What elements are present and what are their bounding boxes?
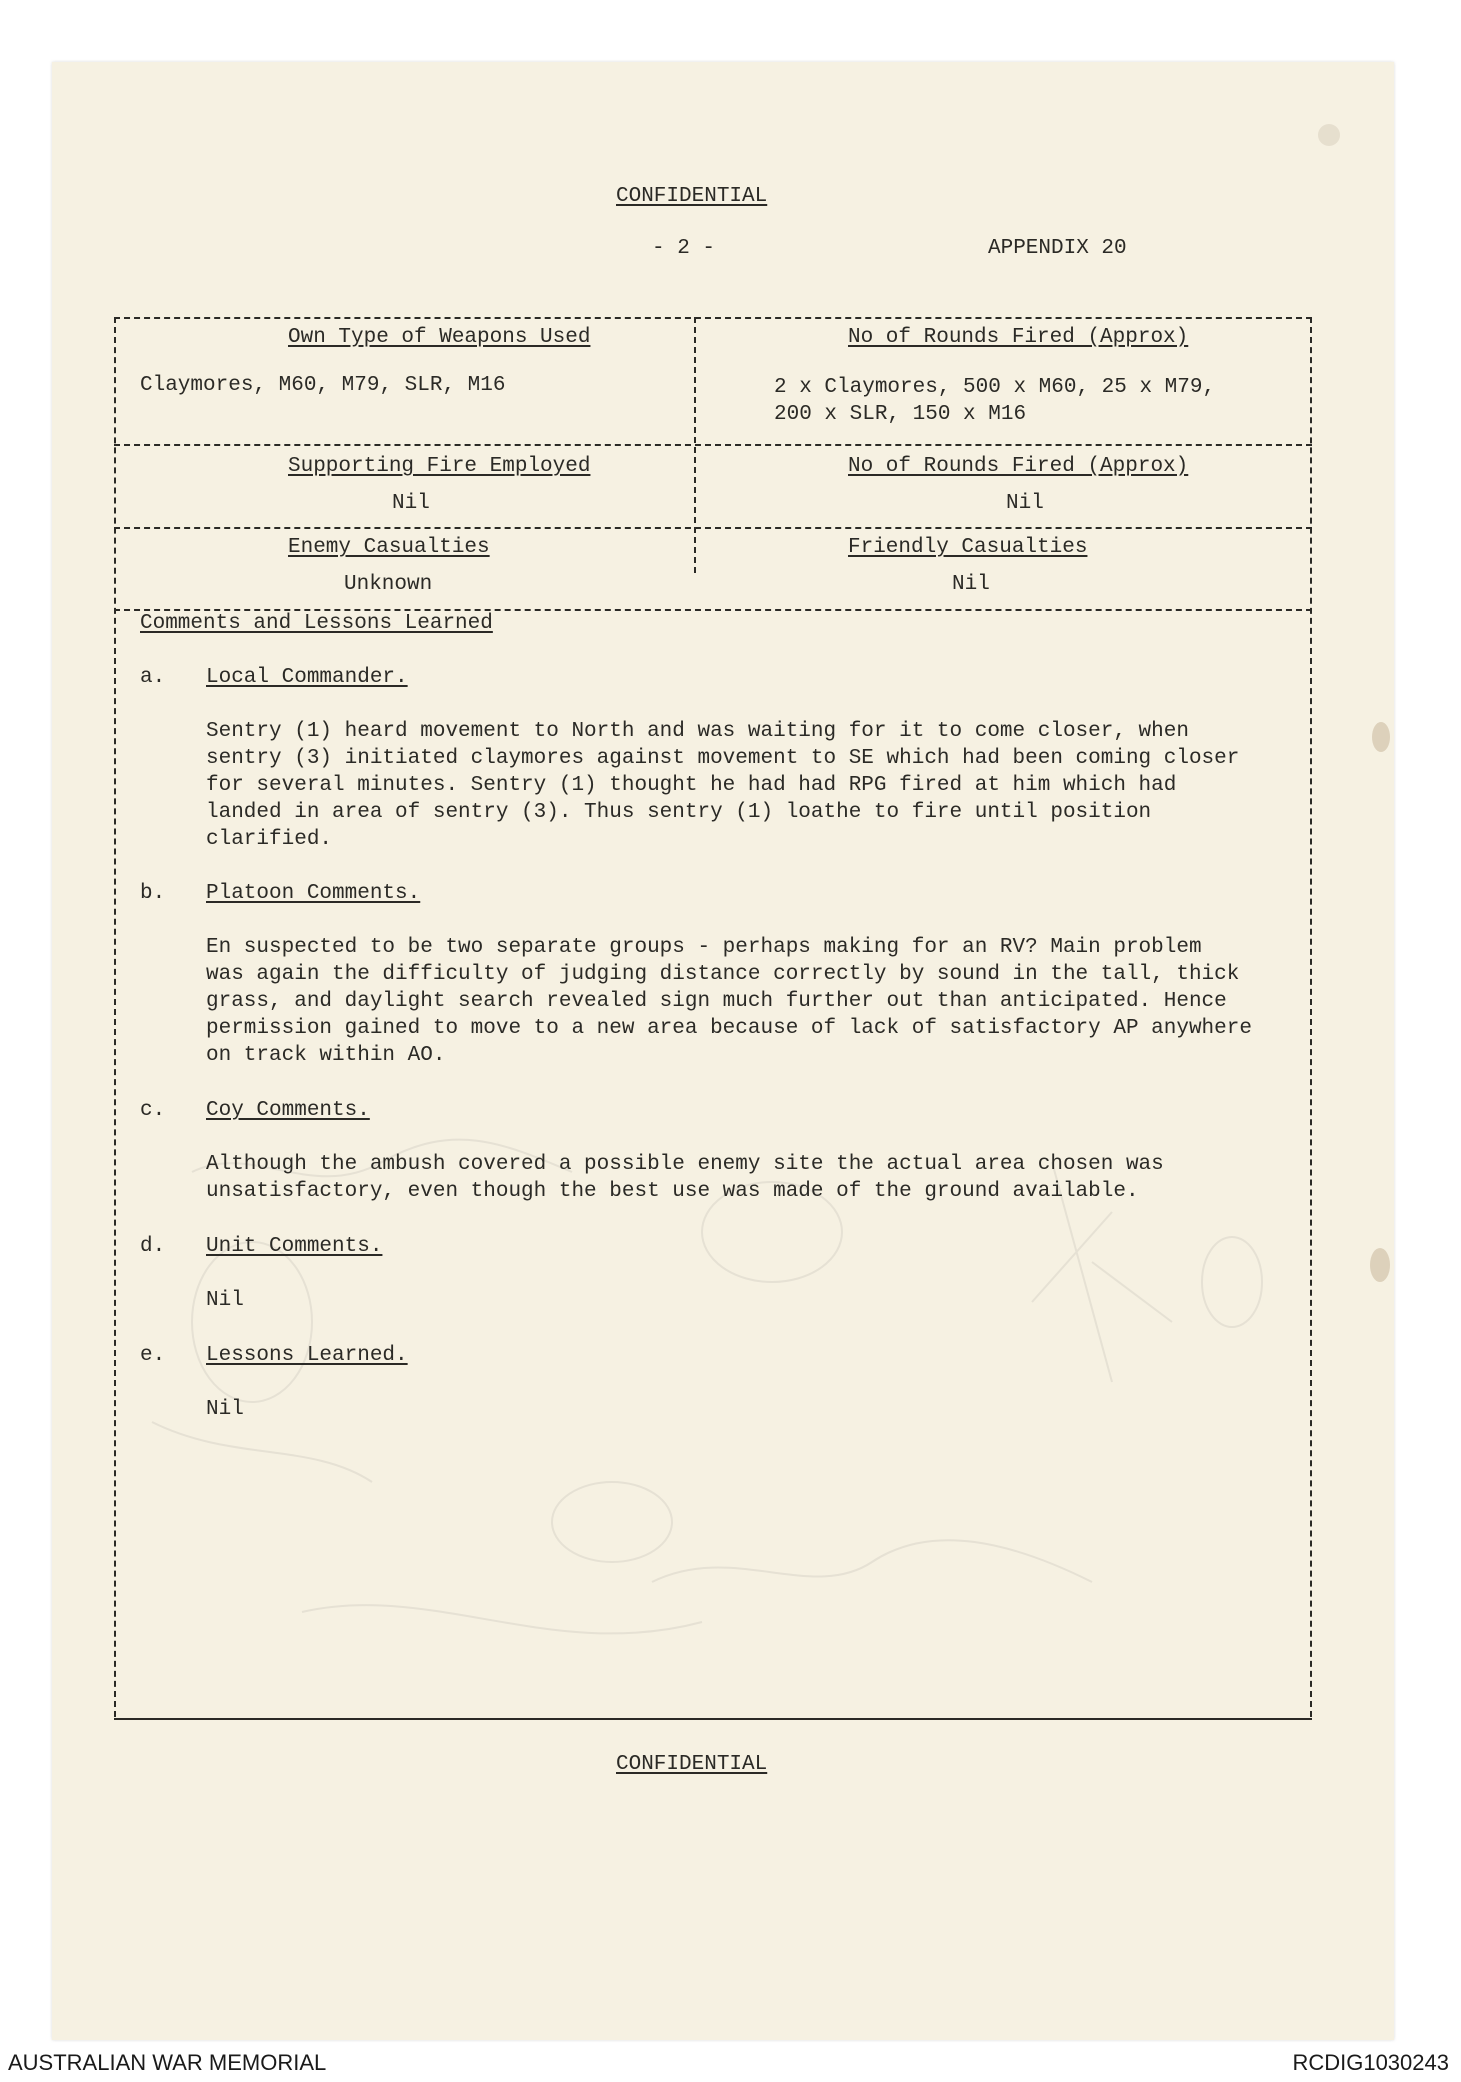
staple-mark-top [1318, 124, 1340, 146]
item-d-body: Nil [206, 1289, 244, 1312]
document-page [52, 62, 1394, 2040]
item-a-title: Local Commander. [206, 666, 408, 689]
item-b-line-1: En suspected to be two separate groups - perhaps making for an RV? Main problem [206, 936, 1202, 959]
item-b-marker: b. [140, 882, 166, 905]
rounds-header: No of Rounds Fired (Approx) [848, 326, 1189, 349]
item-e-body: Nil [206, 1398, 244, 1421]
item-d-title: Unit Comments. [206, 1235, 383, 1258]
item-a-line-2: sentry (3) initiated claymores against movement to SE which had been coming closer [206, 747, 1240, 770]
item-b-line-2: was again the difficulty of judging distance correctly by sound in the tall, thick [206, 963, 1240, 986]
rounds-value-line2: 200 x SLR, 150 x M16 [774, 403, 1027, 426]
archive-source-label: AUSTRALIAN WAR MEMORIAL [8, 2050, 327, 2075]
table-top-border [114, 317, 1312, 319]
support-header: Supporting Fire Employed [288, 455, 591, 478]
item-c-line-1: Although the ambush covered a possible enemy site the actual area chosen was [206, 1153, 1164, 1176]
archive-record-id: RCDIG1030243 [1292, 2050, 1449, 2075]
rounds-value-line1: 2 x Claymores, 500 x M60, 25 x M79, [774, 376, 1216, 399]
friendly-casualties-value: Nil [952, 573, 990, 596]
item-c-line-2: unsatisfactory, even though the best use was made of the ground available. [206, 1180, 1139, 1203]
page-number: - 2 - [652, 237, 716, 260]
staple-mark-middle [1372, 722, 1390, 752]
item-e-title: Lessons Learned. [206, 1344, 408, 1367]
item-a-line-5: clarified. [206, 828, 333, 851]
support-rounds-value: Nil [1006, 492, 1044, 515]
item-b-line-4: permission gained to move to a new area because of lack of satisfactory AP anywhere [206, 1017, 1252, 1040]
table-row-divider-2 [114, 527, 1312, 529]
support-value: Nil [392, 492, 430, 515]
table-bottom-border [114, 1718, 1312, 1720]
enemy-casualties-value: Unknown [344, 573, 433, 596]
item-a-line-4: landed in area of sentry (3). Thus sentry (1) loathe to fire until position [206, 801, 1152, 824]
table-row-divider-1 [114, 444, 1312, 446]
item-a-line-3: for several minutes. Sentry (1) thought he had had RPG fired at him which had [206, 774, 1177, 797]
item-a-marker: a. [140, 666, 166, 689]
item-b-line-5: on track within AO. [206, 1044, 446, 1067]
item-a-line-1: Sentry (1) heard movement to North and was waiting for it to come closer, when [206, 720, 1189, 743]
staple-mark-lower [1370, 1248, 1390, 1282]
item-e-marker: e. [140, 1344, 166, 1367]
item-b-title: Platoon Comments. [206, 882, 421, 905]
item-d-marker: d. [140, 1235, 166, 1258]
item-c-title: Coy Comments. [206, 1099, 370, 1122]
friendly-casualties-header: Friendly Casualties [848, 536, 1088, 559]
enemy-casualties-header: Enemy Casualties [288, 536, 490, 559]
support-rounds-header: No of Rounds Fired (Approx) [848, 455, 1189, 478]
weapons-value: Claymores, M60, M79, SLR, M16 [140, 374, 506, 397]
item-c-marker: c. [140, 1099, 166, 1122]
comments-heading: Comments and Lessons Learned [140, 612, 493, 635]
classification-bottom: CONFIDENTIAL [616, 1753, 768, 1776]
item-b-line-3: grass, and daylight search revealed sign much further out than anticipated. Hence [206, 990, 1227, 1013]
appendix-label: APPENDIX 20 [988, 237, 1127, 260]
weapons-header: Own Type of Weapons Used [288, 326, 591, 349]
classification-top: CONFIDENTIAL [616, 185, 768, 208]
